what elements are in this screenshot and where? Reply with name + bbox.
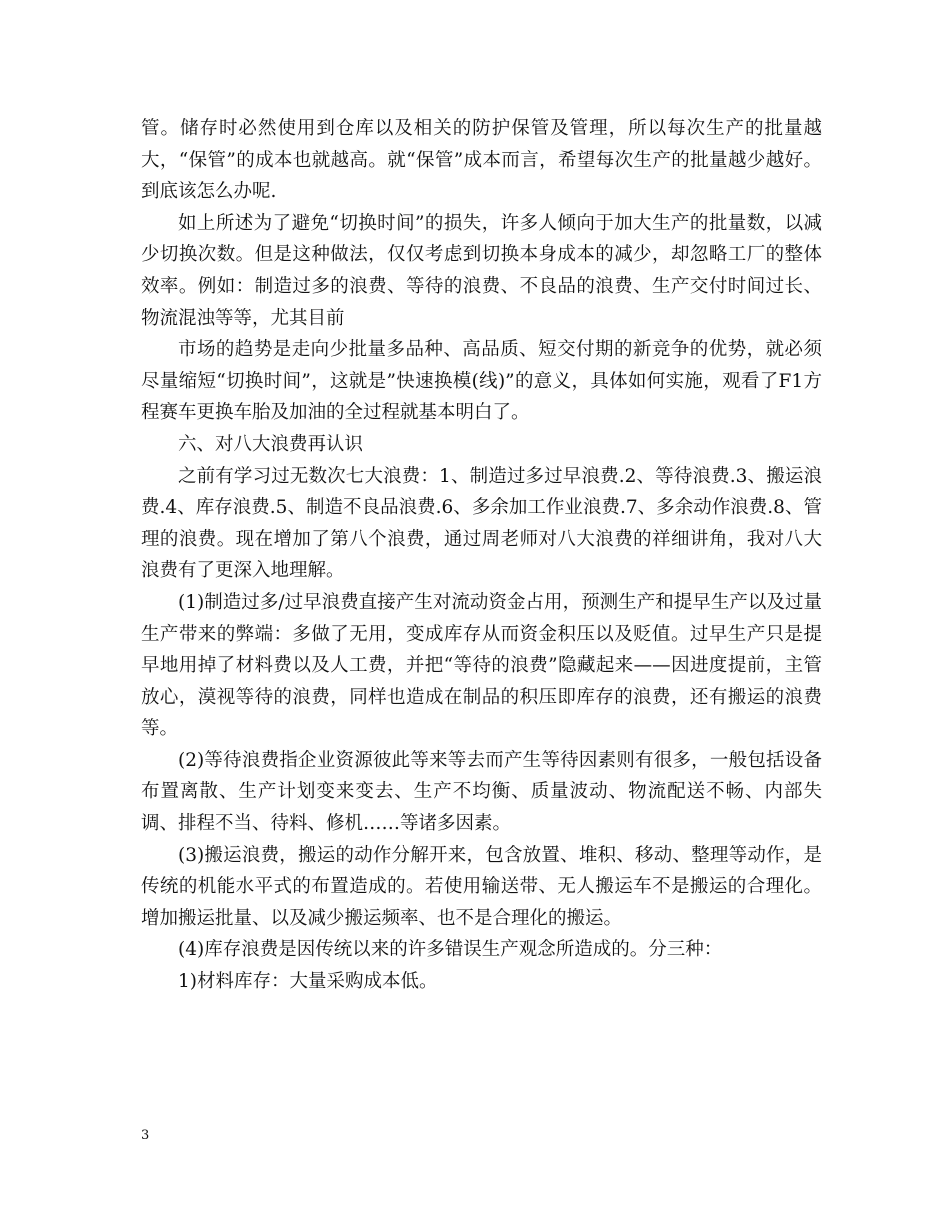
paragraph-inventory-waste: (4)库存浪费是因传统以来的许多错误生产观念所造成的。分三种： bbox=[178, 939, 723, 961]
paragraph-transport-waste: (3)搬运浪费，搬运的动作分解开来，包含放置、堆积、移动、整理等动作，是传统的机能水平式的布置造成的。若使用输送带、无人搬运车不是搬运的合理化。增加搬运批量、以及减少搬运频率、也不是合理化的搬运。 bbox=[141, 844, 822, 929]
paragraph-market-trend: 市场的趋势是走向少批量多品种、高品质、短交付期的新竞争的优势，就必须尽量缩短“切换时间”，这就是”快速换模(线)”的意义，具体如何实施，观看了F1方程赛车更换车胎及加油的全过程就基本明白了。 bbox=[141, 339, 822, 424]
paragraph-seven-wastes: 之前有学习过无数次七大浪费：1、制造过多过早浪费.2、等待浪费.3、搬运浪费.4、库存浪费.5、制造不良品浪费.6、多余加工作业浪费.7、多余动作浪费.8、管理的浪费。现在增加了第八个浪费，通过周老师对八大浪费的祥细讲角，我对八大浪费有了更深入地理解。 bbox=[141, 465, 822, 582]
page-number: 3 bbox=[141, 1128, 150, 1143]
paragraph-overproduction-waste: (1)制造过多/过早浪费直接产生对流动资金占用，预测生产和提早生产以及过量生产带来的弊端：多做了无用，变成库存从而资金积压以及贬值。过早生产只是提早地用掉了材料费以及人工费，并把“等待的浪费”隐藏起来——因进度提前，主管放心，漠视等待的浪费，同样也造成在制品的积压即库存的浪费，还有搬运的浪费等。 bbox=[141, 591, 822, 740]
section-heading-eight-wastes: 六、对八大浪费再认识 bbox=[178, 433, 364, 455]
paragraph-continuation: 管。储存时必然使用到仓库以及相关的防护保管及管理，所以每次生产的批量越大，“保管”的成本也就越高。就“保管”成本而言，希望每次生产的批量越少越好。到底该怎么办呢. bbox=[141, 118, 822, 203]
paragraph-material-inventory: 1)材料库存：大量采购成本低。 bbox=[178, 971, 438, 993]
paragraph-waiting-waste: (2)等待浪费指企业资源彼此等来等去而产生等待因素则有很多，一般包括设备布置离散、生产计划变来变去、生产不均衡、质量波动、物流配送不畅、内部失调、排程不当、待料、修机……等诸多因素。 bbox=[141, 749, 822, 835]
paragraph-changeover-time: 如上所述为了避免“切换时间”的损失，许多人倾向于加大生产的批量数，以减少切换次数。但是这种做法，仅仅考虑到切换本身成本的减少，却忽略工厂的整体效率。例如：制造过多的浪费、等待的浪费、不良品的浪费、生产交付时间过长、物流混浊等等，尤其目前 bbox=[141, 212, 822, 329]
